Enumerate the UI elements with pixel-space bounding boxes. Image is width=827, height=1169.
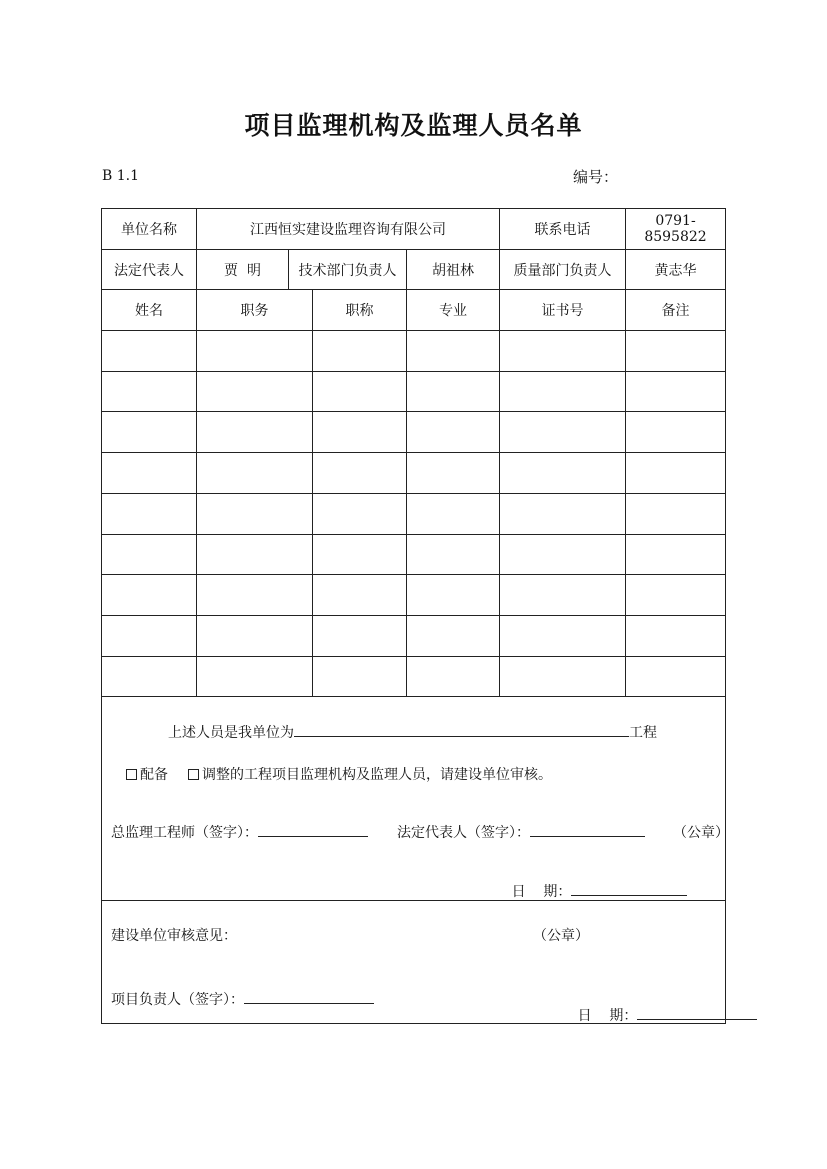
table-row (102, 371, 726, 412)
unit-value: 江西恒实建设监理咨询有限公司 (197, 209, 500, 250)
table-row (102, 453, 726, 494)
cell-remarks[interactable] (626, 453, 726, 494)
cell-certificate[interactable] (500, 656, 626, 697)
phone-value: 0791-8595822 (626, 209, 726, 250)
phone-label: 联系电话 (500, 209, 626, 250)
table-row (102, 412, 726, 453)
cell-certificate[interactable] (500, 534, 626, 575)
approval-opinion-label: 建设单位审核意见： (111, 928, 237, 945)
cell-title[interactable] (313, 534, 407, 575)
cell-position[interactable] (197, 656, 313, 697)
heads-row (102, 249, 726, 290)
legal-rep-label: 法定代表人 (102, 249, 197, 290)
declaration-line (168, 722, 657, 742)
cell-certificate[interactable] (500, 412, 626, 453)
legal-rep-sign (397, 822, 645, 842)
declaration-suffix: 工程 (629, 725, 657, 742)
cell-specialty[interactable] (407, 493, 500, 534)
cell-remarks[interactable] (626, 534, 726, 575)
option-assign-label: 配备 (140, 767, 168, 784)
unit-row (102, 209, 726, 250)
cell-title[interactable] (313, 493, 407, 534)
options-line (126, 764, 552, 784)
table-row (102, 331, 726, 372)
cell-certificate[interactable] (500, 331, 626, 372)
personnel-table (101, 208, 729, 1025)
number-label: 编号： (573, 168, 619, 186)
cell-name[interactable] (102, 331, 197, 372)
checkbox-assign[interactable] (126, 769, 137, 780)
project-head-label: 项目负责人（签字）： (111, 992, 244, 1009)
declaration-date-label: 日 期： (511, 884, 572, 901)
cell-title[interactable] (313, 615, 407, 656)
cell-name[interactable] (102, 453, 197, 494)
cell-specialty[interactable] (407, 656, 500, 697)
chief-engineer-label: 总监理工程师（签字）： (111, 825, 258, 842)
chief-engineer-signature-field[interactable] (258, 822, 368, 837)
cell-title[interactable] (313, 331, 407, 372)
cell-certificate[interactable] (500, 615, 626, 656)
cell-remarks[interactable] (626, 615, 726, 656)
cell-specialty[interactable] (407, 534, 500, 575)
approval-date (542, 989, 757, 1041)
cell-position[interactable] (197, 412, 313, 453)
table-row (102, 493, 726, 534)
cell-specialty[interactable] (407, 331, 500, 372)
approval-date-label: 日 期： (577, 1008, 638, 1025)
col-title: 职称 (313, 290, 407, 331)
declaration-date-field[interactable] (571, 881, 687, 896)
option-adjust-label: 调整的工程项目监理机构及监理人员，请建设单位审核。 (202, 767, 552, 784)
approval-section (102, 901, 726, 1024)
declaration-seal: （公章） (673, 825, 729, 842)
cell-remarks[interactable] (626, 493, 726, 534)
project-name-field[interactable] (294, 722, 629, 737)
tech-head-value: 胡祖林 (407, 249, 500, 290)
legal-rep-signature-field[interactable] (530, 822, 645, 837)
cell-certificate[interactable] (500, 453, 626, 494)
cell-position[interactable] (197, 331, 313, 372)
tech-head-label: 技术部门负责人 (289, 249, 407, 290)
table-row (102, 534, 726, 575)
table-row (102, 575, 726, 616)
cell-specialty[interactable] (407, 575, 500, 616)
project-head-sign (111, 989, 374, 1009)
cell-position[interactable] (197, 371, 313, 412)
quality-head-label: 质量部门负责人 (500, 249, 626, 290)
cell-remarks[interactable] (626, 331, 726, 372)
cell-title[interactable] (313, 371, 407, 412)
cell-specialty[interactable] (407, 453, 500, 494)
col-name: 姓名 (102, 290, 197, 331)
cell-specialty[interactable] (407, 371, 500, 412)
cell-remarks[interactable] (626, 656, 726, 697)
cell-position[interactable] (197, 534, 313, 575)
cell-remarks[interactable] (626, 371, 726, 412)
cell-name[interactable] (102, 656, 197, 697)
column-header-row (102, 290, 726, 331)
cell-certificate[interactable] (500, 575, 626, 616)
declaration-section (102, 697, 729, 901)
cell-title[interactable] (313, 575, 407, 616)
form-code: B 1.1 (102, 168, 140, 184)
declaration-row (102, 697, 726, 901)
cell-remarks[interactable] (626, 575, 726, 616)
col-specialty: 专业 (407, 290, 500, 331)
cell-name[interactable] (102, 575, 197, 616)
approval-seal: （公章） (533, 928, 589, 945)
cell-position[interactable] (197, 615, 313, 656)
cell-name[interactable] (102, 615, 197, 656)
cell-specialty[interactable] (407, 615, 500, 656)
declaration-prefix: 上述人员是我单位为 (168, 725, 294, 742)
cell-remarks[interactable] (626, 412, 726, 453)
approval-date-field[interactable] (637, 1005, 757, 1020)
cell-position[interactable] (197, 493, 313, 534)
approval-row (102, 901, 726, 1024)
cell-title[interactable] (313, 453, 407, 494)
cell-position[interactable] (197, 575, 313, 616)
cell-position[interactable] (197, 453, 313, 494)
cell-name[interactable] (102, 371, 197, 412)
col-certificate: 证书号 (500, 290, 626, 331)
cell-title[interactable] (313, 412, 407, 453)
chief-engineer-sign (111, 822, 368, 842)
col-position: 职务 (197, 290, 313, 331)
quality-head-value: 黄志华 (626, 249, 726, 290)
col-remarks: 备注 (626, 290, 726, 331)
project-head-signature-field[interactable] (244, 989, 374, 1004)
legal-rep-sign-label: 法定代表人（签字）： (397, 825, 530, 842)
unit-label: 单位名称 (102, 209, 197, 250)
cell-name[interactable] (102, 534, 197, 575)
cell-specialty[interactable] (407, 412, 500, 453)
cell-certificate[interactable] (500, 493, 626, 534)
table-row (102, 656, 726, 697)
cell-name[interactable] (102, 412, 197, 453)
page-title: 项目监理机构及监理人员名单 (244, 111, 583, 140)
legal-rep-value: 贾 明 (197, 249, 289, 290)
table-row (102, 615, 726, 656)
cell-name[interactable] (102, 493, 197, 534)
cell-title[interactable] (313, 656, 407, 697)
checkbox-adjust[interactable] (188, 769, 199, 780)
cell-certificate[interactable] (500, 371, 626, 412)
